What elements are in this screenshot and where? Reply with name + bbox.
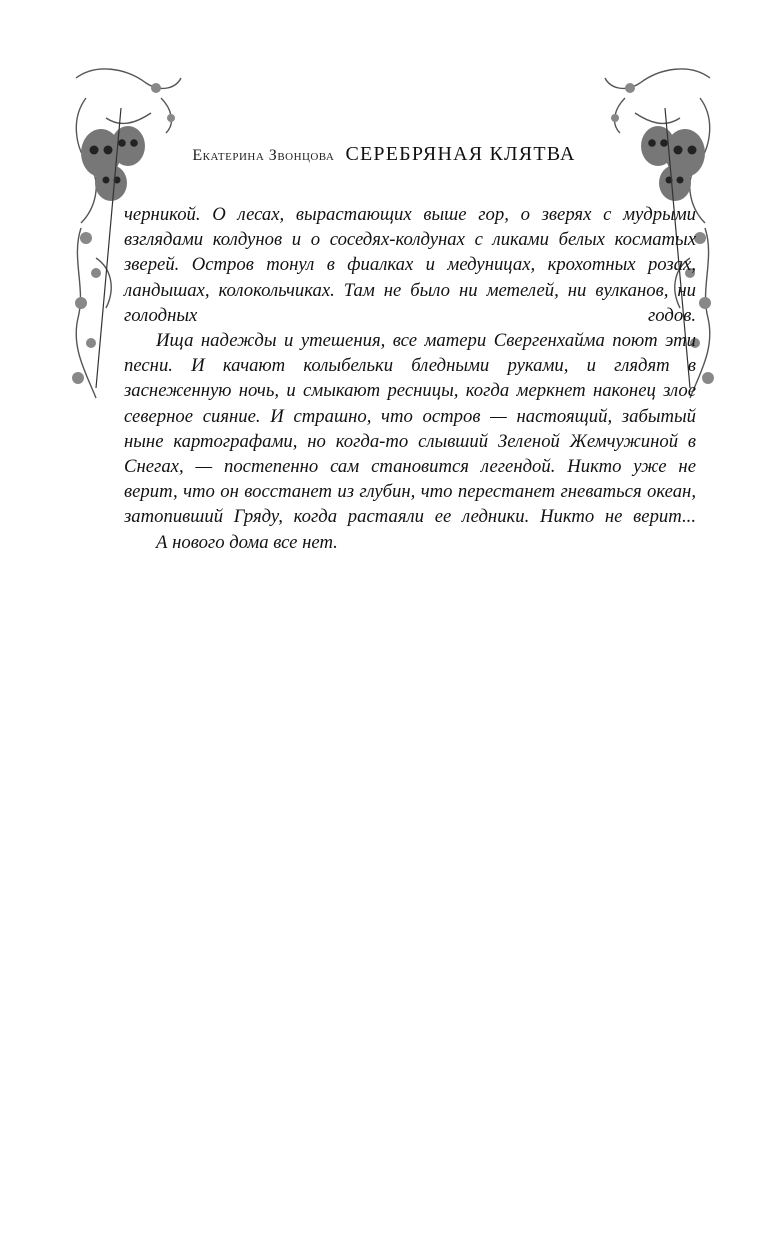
paragraph: А нового дома все нет.: [156, 531, 338, 553]
paragraph: Ища надежды и утешения, все матери Свергенхайма поют эти песни. И качают колыбельки бледными руками, и глядят в заснеженную ночь, и смыкают ресницы, когда меркнет наконец злое северное сияние. И страшно, что остров — настоящий, забытый ныне картографами, но когда-то слывший Зеленой Жемчужиной в Снегах, — постепенно сам становится легендой. Никто уже не верит, что он восстанет из глубин, что перестанет гневаться океан, затопивший Гряду, когда растаяли ее ледники. Никто не верит...: [124, 330, 696, 528]
running-head: [0, 143, 768, 166]
book-title: СЕРЕБРЯНАЯ КЛЯТВА: [345, 143, 576, 165]
body-text: [124, 202, 696, 555]
paragraph-continuation: черникой. О лесах, вырастающих выше гор, о зверях с мудрыми взглядами колдунов и о соседях-колдунах с ликами белых косматых зверей. Остров тонул в фиалках и медуницах, крохотных розах, ландышах, колокольчиках. Там не было ни метелей, ни вулканов, ни голодных годов.: [124, 204, 696, 326]
author-name: Екатерина Звонцова: [192, 147, 335, 164]
